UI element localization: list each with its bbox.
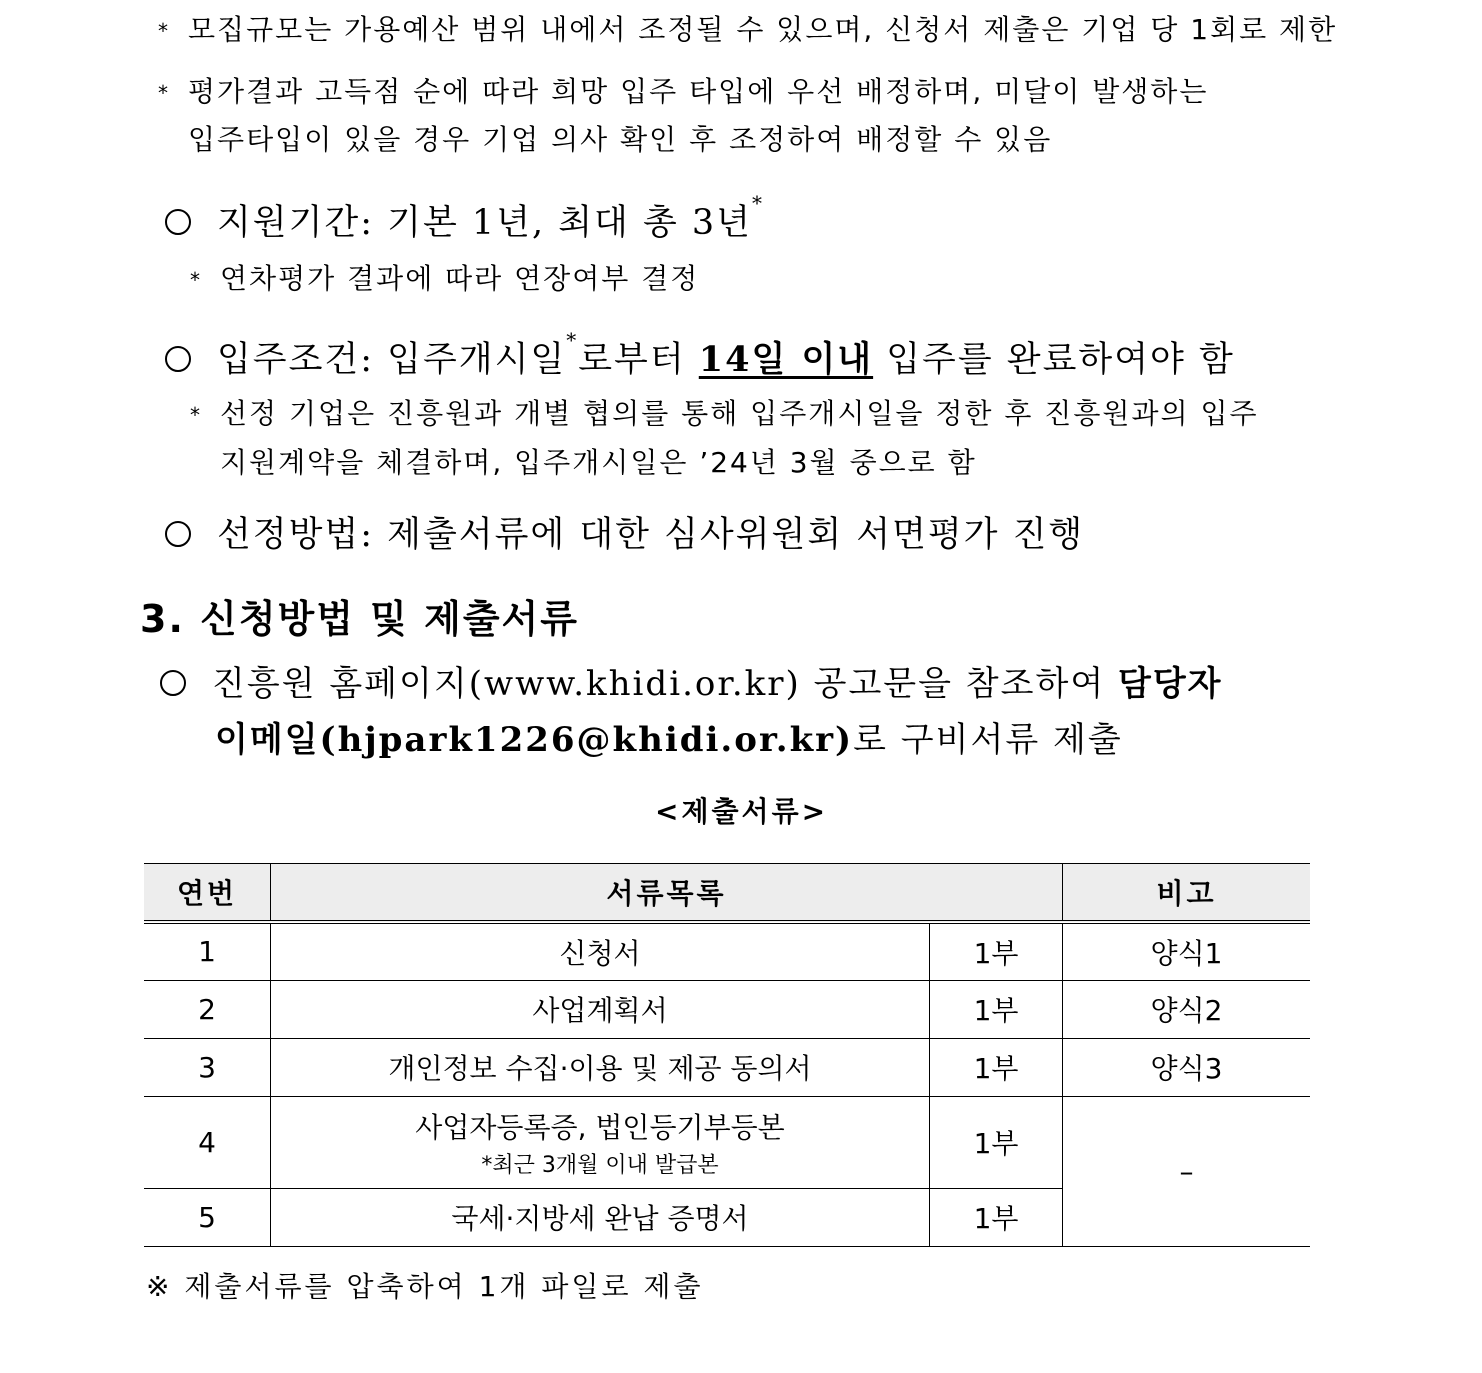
asterisk-mark: * [158,81,170,105]
note-priority-cont: 입주타입이 있을 경우 기업 의사 확인 후 조정하여 배정할 수 있음 [188,123,1053,156]
cell-doc: 개인정보 수집·이용 및 제공 동의서 [271,1038,930,1096]
note-priority-text: 평가결과 고득점 순에 따라 희망 입주 타입에 우선 배정하며, 미달이 발생하는 [188,75,1209,108]
footnote-mark: * [752,191,764,215]
condition-note: * 선정 기업은 진흥원과 개별 협의를 통해 입주개시일을 정한 후 진흥원과의 입주 [190,397,1259,430]
support-period-note: * 연차평가 결과에 따라 연장여부 결정 [190,262,700,295]
cell-note: 양식1 [1063,922,1311,980]
cell-qty: 1부 [930,1038,1063,1096]
cell-doc-subnote: *최근 3개월 이내 발급본 [481,1152,719,1178]
cell-qty: 1부 [930,1096,1063,1188]
note-priority [158,70,1208,110]
circle-bullet-icon [160,670,186,696]
circle-bullet-icon [165,521,191,547]
cell-qty: 1부 [930,1188,1063,1246]
note-budget [158,8,1337,48]
cell-no: 3 [144,1038,271,1096]
cell-no: 5 [144,1188,271,1246]
apply-method-text: 진흥원 홈페이지(www.khidi.or.kr) 공고문을 참조하여 [212,664,1118,704]
footer-note: ※ 제출서류를 압축하여 1개 파일로 제출 [146,1270,704,1303]
contact-person-emphasis: 담당자 [1117,664,1223,704]
table-header-row [144,864,1310,923]
asterisk-mark: * [158,19,170,43]
header-no: 연번 [144,864,271,923]
cell-no: 4 [144,1096,271,1188]
documents-table [144,863,1310,1247]
condition-note-text: 선정 기업은 진흥원과 개별 협의를 통해 입주개시일을 정한 후 진흥원과의 입주 [220,397,1259,430]
condition-text-after: 입주를 완료하여야 함 [873,340,1235,380]
condition-note-cont: 지원계약을 체결하며, 입주개시일은 ’24년 3월 중으로 함 [220,446,977,479]
cell-doc: 사업계획서 [271,980,930,1038]
support-period-note-text: 연차평가 결과에 따라 연장여부 결정 [220,262,700,295]
apply-method-text-end: 로 구비서류 제출 [853,720,1123,760]
cell-qty: 1부 [930,980,1063,1038]
cell-qty: 1부 [930,922,1063,980]
footnote-mark: * [566,328,579,352]
cell-note: 양식3 [1063,1038,1311,1096]
selection-method [165,507,1084,557]
table-row [144,1038,1310,1096]
header-note: 비고 [1063,864,1311,923]
selection-method-label: 선정방법: 제출서류에 대한 심사위원회 서면평가 진행 [217,515,1085,555]
cell-doc-main: 사업자등록증, 법인등기부등본 [415,1110,785,1144]
table-row [144,1096,1310,1188]
condition-text: 입주조건: 입주개시일 [217,340,567,380]
cell-doc: 국세·지방세 완납 증명서 [271,1188,930,1246]
table-row [144,980,1310,1038]
support-period-label: 지원기간: 기본 1년, 최대 총 3년 [217,203,752,243]
circle-bullet-icon [165,209,191,235]
table-caption: <제출서류> [655,795,829,828]
cell-no: 2 [144,980,271,1038]
cell-no: 1 [144,922,271,980]
condition-emphasis: 14일 이내 [698,339,874,380]
table-row [144,922,1310,980]
cell-note: 양식2 [1063,980,1311,1038]
header-doc: 서류목록 [271,864,1063,923]
condition-text-mid: 로부터 [578,340,699,380]
support-period [165,191,764,245]
section-heading: 3. 신청방법 및 제출서류 [140,597,579,641]
apply-method-line1 [160,656,1223,705]
apply-method-line2 [215,712,1123,761]
move-in-condition [165,328,1235,382]
contact-email: 이메일(hjpark1226@khidi.or.kr) [215,720,854,760]
cell-doc [271,1096,930,1188]
cell-doc: 신청서 [271,922,930,980]
note-budget-text: 모집규모는 가용예산 범위 내에서 조정될 수 있으며, 신청서 제출은 기업 당 1회로 제한 [188,13,1338,46]
cell-note-merged: – [1063,1096,1311,1246]
circle-bullet-icon [165,346,191,372]
